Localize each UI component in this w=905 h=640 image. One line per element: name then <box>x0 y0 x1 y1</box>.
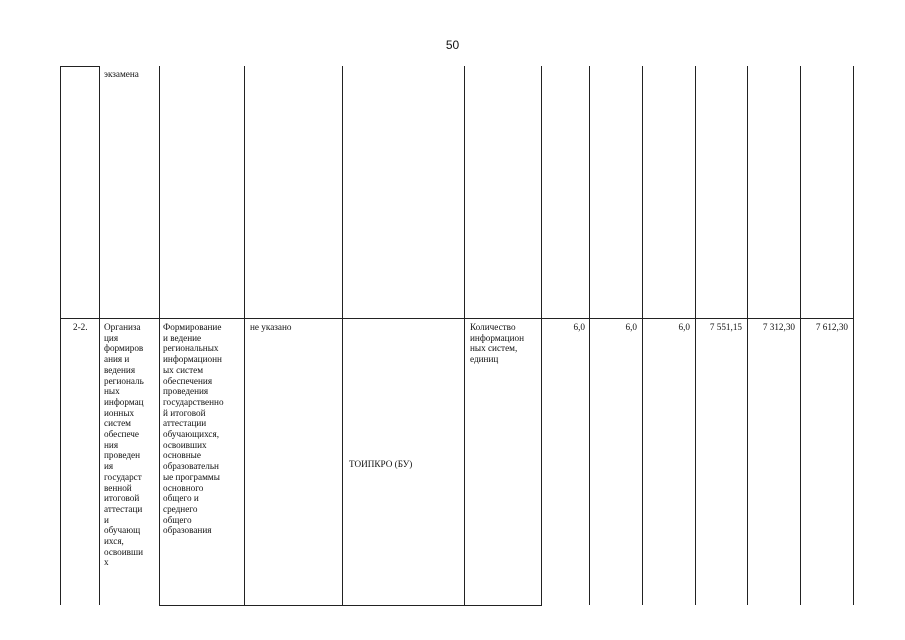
row-divider <box>159 605 542 606</box>
not-specified-cell: не указано <box>250 322 292 332</box>
event-description-cell: Формирование и ведение региональных информационн ых систем обеспечения проведения государственно й итоговой аттестации обучающихся, освоивших основные образовательн ые программы основного общего и среднего общего образования <box>163 322 224 536</box>
event-name-cell: Организа ция формиров ания и ведения региональ ных информац ионных систем обеспече ния проведен ия государст венной итоговой аттестаци и обучающ ихся, освоивши х <box>104 322 144 568</box>
row-divider <box>60 318 854 319</box>
amount-1: 7 551,15 <box>709 322 742 332</box>
row-index: 2-2. <box>73 322 88 332</box>
amount-2: 7 312,30 <box>762 322 795 332</box>
indicator-value-1: 6,0 <box>573 322 585 332</box>
top-row-name-cell: экзамена <box>104 69 139 79</box>
table-border-left <box>60 66 61 605</box>
row-divider <box>60 66 100 67</box>
column-divider <box>747 66 748 605</box>
column-divider <box>464 66 465 605</box>
column-divider <box>541 66 542 605</box>
column-divider <box>159 66 160 605</box>
column-divider <box>589 66 590 605</box>
column-divider <box>342 66 343 605</box>
indicator-cell: Количество информацион ных систем, единиц <box>470 322 525 365</box>
column-divider <box>99 66 100 605</box>
table-border-right <box>853 66 854 605</box>
column-divider <box>244 66 245 605</box>
column-divider <box>800 66 801 605</box>
column-divider <box>695 66 696 605</box>
indicator-value-2: 6,0 <box>625 322 637 332</box>
indicator-value-3: 6,0 <box>678 322 690 332</box>
organization-cell: ТОИПКРО (БУ) <box>349 459 413 469</box>
page-number: 50 <box>445 38 460 52</box>
amount-3: 7 612,30 <box>815 322 848 332</box>
column-divider <box>642 66 643 605</box>
